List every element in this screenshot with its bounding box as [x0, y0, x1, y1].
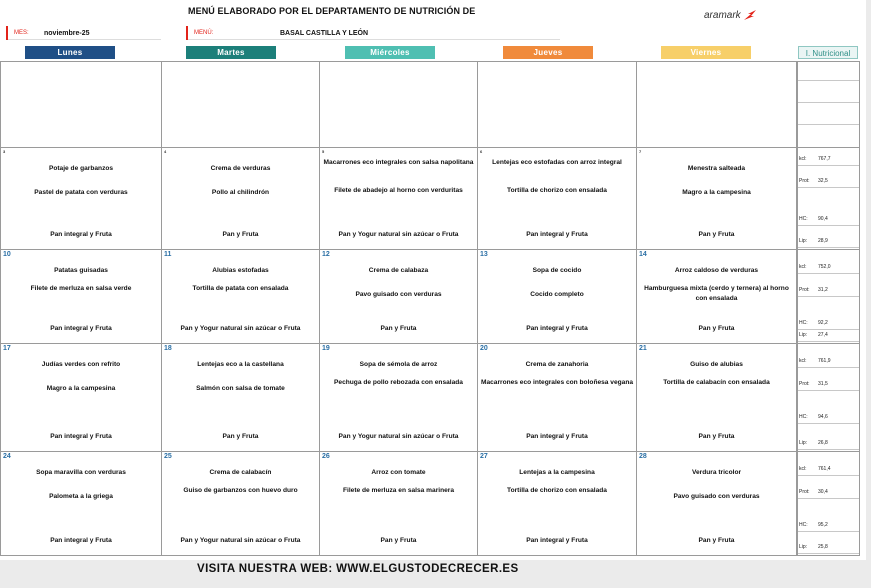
nutrition-value: 90,4 [818, 216, 828, 222]
website-footer: VISITA NUESTRA WEB: WWW.ELGUSTODECRECER.ES [197, 563, 519, 575]
nutrition-value: 94,6 [818, 414, 828, 420]
dessert: Pan integral y Fruta [50, 325, 112, 332]
first-course: Crema de calabaza [368, 267, 429, 274]
day-cell [636, 249, 797, 344]
nutrition-row-lip [798, 332, 859, 342]
nutrition-value: 92,2 [818, 320, 828, 326]
day-number: 7 [639, 149, 642, 154]
star-icon [743, 9, 757, 21]
nutrition-row-prot [798, 178, 859, 188]
dessert: Pan integral y Fruta [50, 537, 112, 544]
month-value: noviembre-25 [44, 29, 90, 37]
day-number: 27 [480, 453, 488, 460]
menu-field [186, 26, 560, 40]
empty-cell [161, 61, 320, 148]
nutrition-row-lip [798, 238, 859, 248]
day-number: 13 [480, 251, 488, 258]
nutrition-cell [797, 147, 860, 250]
second-course: Pavo guisado con verduras [673, 493, 760, 500]
day-cell [477, 147, 637, 250]
nutrition-row-hc [798, 320, 859, 330]
second-course: Pastel de patata con verduras [34, 189, 128, 196]
empty-cell [477, 61, 637, 148]
day-cell [161, 249, 320, 344]
day-cell [319, 343, 478, 452]
day-cell [636, 343, 797, 452]
nutrition-label: HC: [799, 216, 808, 222]
day-number: 12 [322, 251, 330, 258]
first-course: Lentejas a la campesina [519, 469, 595, 476]
nutrition-empty-cell [797, 61, 860, 148]
first-course: Lentejas eco estofadas con arroz integral [492, 159, 622, 166]
nutrition-label: HC: [799, 320, 808, 326]
nutrition-label: kcl: [799, 358, 807, 364]
dessert: Pan y Fruta [698, 325, 735, 332]
dessert: Pan integral y Fruta [50, 433, 112, 440]
nutrition-row-kcal [798, 264, 859, 274]
nutrition-value: 25,8 [818, 544, 828, 550]
day-number: 11 [164, 251, 172, 258]
nutrition-label: kcl: [799, 466, 807, 472]
nutrition-label: Lip: [799, 238, 808, 244]
dessert: Pan y Yogur natural sin azúcar o Fruta [338, 231, 459, 238]
dessert: Pan integral y Fruta [526, 325, 588, 332]
day-cell [319, 249, 478, 344]
dessert: Pan y Fruta [222, 433, 259, 440]
nutrition-label: Prot: [799, 381, 810, 387]
month-label: MES: [14, 30, 29, 36]
second-course: Filete de merluza en salsa marinera [342, 487, 455, 494]
nutrition-row-prot [798, 287, 859, 297]
second-course: Filete de merluza en salsa verde [30, 285, 132, 292]
nutrition-label: HC: [799, 414, 808, 420]
second-course: Tortilla de chorizo con ensalada [507, 487, 607, 494]
second-course: Filete de abadejo al horno con verduritas [334, 187, 463, 194]
nutrition-cell [797, 451, 860, 556]
nutrition-cell [797, 343, 860, 452]
first-course: Verdura tricolor [691, 469, 742, 476]
day-number: 20 [480, 345, 488, 352]
dessert: Pan y Fruta [698, 231, 735, 238]
day-header-3: Jueves [503, 46, 593, 59]
dessert: Pan y Fruta [698, 537, 735, 544]
first-course: Sopa maravilla con verduras [36, 469, 126, 476]
day-number: 24 [3, 453, 11, 460]
day-number: 3 [3, 149, 6, 154]
dessert: Pan integral y Fruta [526, 433, 588, 440]
nutrition-row-prot [798, 381, 859, 391]
day-number: 4 [164, 149, 167, 154]
nutrition-label: Lip: [799, 544, 808, 550]
nutrition-row-lip [798, 544, 859, 554]
month-field [6, 26, 161, 40]
empty-cell [636, 61, 797, 148]
second-course: Magro a la campesina [682, 189, 751, 196]
dessert: Pan y Fruta [698, 433, 735, 440]
first-course: Arroz con tomate [371, 469, 426, 476]
day-number: 10 [3, 251, 11, 258]
dessert: Pan y Fruta [380, 325, 417, 332]
day-number: 26 [322, 453, 330, 460]
day-cell [477, 249, 637, 344]
second-course: Salmón con salsa de tomate [196, 385, 285, 392]
first-course: Potaje de garbanzos [48, 165, 114, 172]
nutrition-value: 26,8 [818, 440, 828, 446]
nutrition-value: 31,2 [818, 287, 828, 293]
page-title: MENÚ ELABORADO POR EL DEPARTAMENTO DE NUTRICIÓN DE [188, 6, 476, 16]
nutrition-label: kcl: [799, 264, 807, 270]
day-cell [319, 147, 478, 250]
first-course: Judías verdes con refrito [41, 361, 121, 368]
first-course: Patatas guisadas [54, 267, 108, 274]
day-header-1: Martes [186, 46, 276, 59]
nutrition-label: kcl: [799, 156, 807, 162]
nutrition-label: Prot: [799, 178, 810, 184]
day-cell [0, 249, 162, 344]
nutrition-row-kcal [798, 156, 859, 166]
nutrition-value: 31,5 [818, 381, 828, 387]
day-number: 6 [480, 149, 483, 154]
nutrition-value: 761,4 [818, 466, 831, 472]
dessert: Pan y Yogur natural sin azúcar o Fruta [180, 325, 301, 332]
dessert: Pan y Yogur natural sin azúcar o Fruta [180, 537, 301, 544]
nutrition-value: 767,7 [818, 156, 831, 162]
dessert: Pan y Yogur natural sin azúcar o Fruta [338, 433, 459, 440]
day-number: 18 [164, 345, 172, 352]
second-course: Tortilla de calabacín con ensalada [663, 379, 770, 386]
second-course: Pollo al chilindrón [211, 189, 270, 196]
nutrition-row-kcal [798, 466, 859, 476]
day-cell [161, 343, 320, 452]
first-course: Arroz caldoso de verduras [674, 267, 759, 274]
aramark-logo [704, 9, 757, 21]
first-course: Lentejas eco a la castellana [197, 361, 284, 368]
day-number: 21 [639, 345, 647, 352]
dessert: Pan integral y Fruta [526, 231, 588, 238]
first-course: Crema de calabacín [209, 469, 272, 476]
second-course: Tortilla de patata con ensalada [192, 285, 289, 292]
day-header-0: Lunes [25, 46, 115, 59]
second-course: Macarrones eco integrales con boloñesa vegana [480, 379, 634, 386]
day-number: 19 [322, 345, 330, 352]
day-number: 5 [322, 149, 325, 154]
day-cell [477, 343, 637, 452]
dessert: Pan y Fruta [222, 231, 259, 238]
day-cell [0, 147, 162, 250]
nutrition-row-prot [798, 489, 859, 499]
nutrition-label: Lip: [799, 332, 808, 338]
day-cell [161, 451, 320, 556]
day-cell [319, 451, 478, 556]
day-cell [477, 451, 637, 556]
nutrition-label: Prot: [799, 287, 810, 293]
first-course: Sopa de sémola de arroz [359, 361, 438, 368]
dessert: Pan integral y Fruta [50, 231, 112, 238]
nutrition-label: Prot: [799, 489, 810, 495]
day-cell [161, 147, 320, 250]
day-header-4: Viernes [661, 46, 751, 59]
second-course: Pavo guisado con verduras [355, 291, 442, 298]
day-cell [0, 343, 162, 452]
nutrition-value: 752,0 [818, 264, 831, 270]
empty-cell [319, 61, 478, 148]
first-course: Macarrones eco integrales con salsa napolitana [323, 159, 474, 166]
nutrition-header: I. Nutricional [798, 46, 858, 59]
nutrition-value: 27,4 [818, 332, 828, 338]
first-course: Menestra salteada [687, 165, 746, 172]
first-course: Crema de verduras [210, 165, 271, 172]
second-course: Palometa a la griega [49, 493, 113, 500]
nutrition-row-lip [798, 440, 859, 450]
first-course: Sopa de cocido [532, 267, 582, 274]
day-number: 14 [639, 251, 647, 258]
day-cell [636, 451, 797, 556]
nutrition-row-hc [798, 414, 859, 424]
day-number: 28 [639, 453, 647, 460]
empty-cell [0, 61, 162, 148]
menu-value: BASAL CASTILLA Y LEÓN [280, 29, 369, 37]
logo-text: aramark [704, 9, 741, 21]
second-course: Guiso de garbanzos con huevo duro [183, 487, 298, 494]
second-course: Hamburguesa mixta (cerdo y ternera) al horno con ensalada [644, 285, 789, 302]
second-course: Magro a la campesina [46, 385, 116, 392]
second-course: Pechuga de pollo rebozada con ensalada [334, 379, 463, 386]
nutrition-label: HC: [799, 522, 808, 528]
day-cell [0, 451, 162, 556]
day-cell [636, 147, 797, 250]
nutrition-value: 761,9 [818, 358, 831, 364]
day-header-2: Miércoles [345, 46, 435, 59]
nutrition-row-kcal [798, 358, 859, 368]
nutrition-value: 95,2 [818, 522, 828, 528]
dessert: Pan integral y Fruta [526, 537, 588, 544]
nutrition-value: 30,4 [818, 489, 828, 495]
day-number: 25 [164, 453, 172, 460]
second-course: Cocido completo [530, 291, 584, 298]
menu-label: MENÚ: [194, 30, 214, 36]
dessert: Pan y Fruta [380, 537, 417, 544]
nutrition-label: Lip: [799, 440, 808, 446]
nutrition-row-hc [798, 216, 859, 226]
day-number: 17 [3, 345, 11, 352]
first-course: Guiso de alubias [690, 361, 743, 368]
nutrition-row-hc [798, 522, 859, 532]
first-course: Crema de zanahoria [525, 361, 589, 368]
first-course: Alubias estofadas [212, 267, 269, 274]
nutrition-value: 32,5 [818, 178, 828, 184]
nutrition-cell [797, 249, 860, 344]
nutrition-value: 28,9 [818, 238, 828, 244]
second-course: Tortilla de chorizo con ensalada [507, 187, 607, 194]
